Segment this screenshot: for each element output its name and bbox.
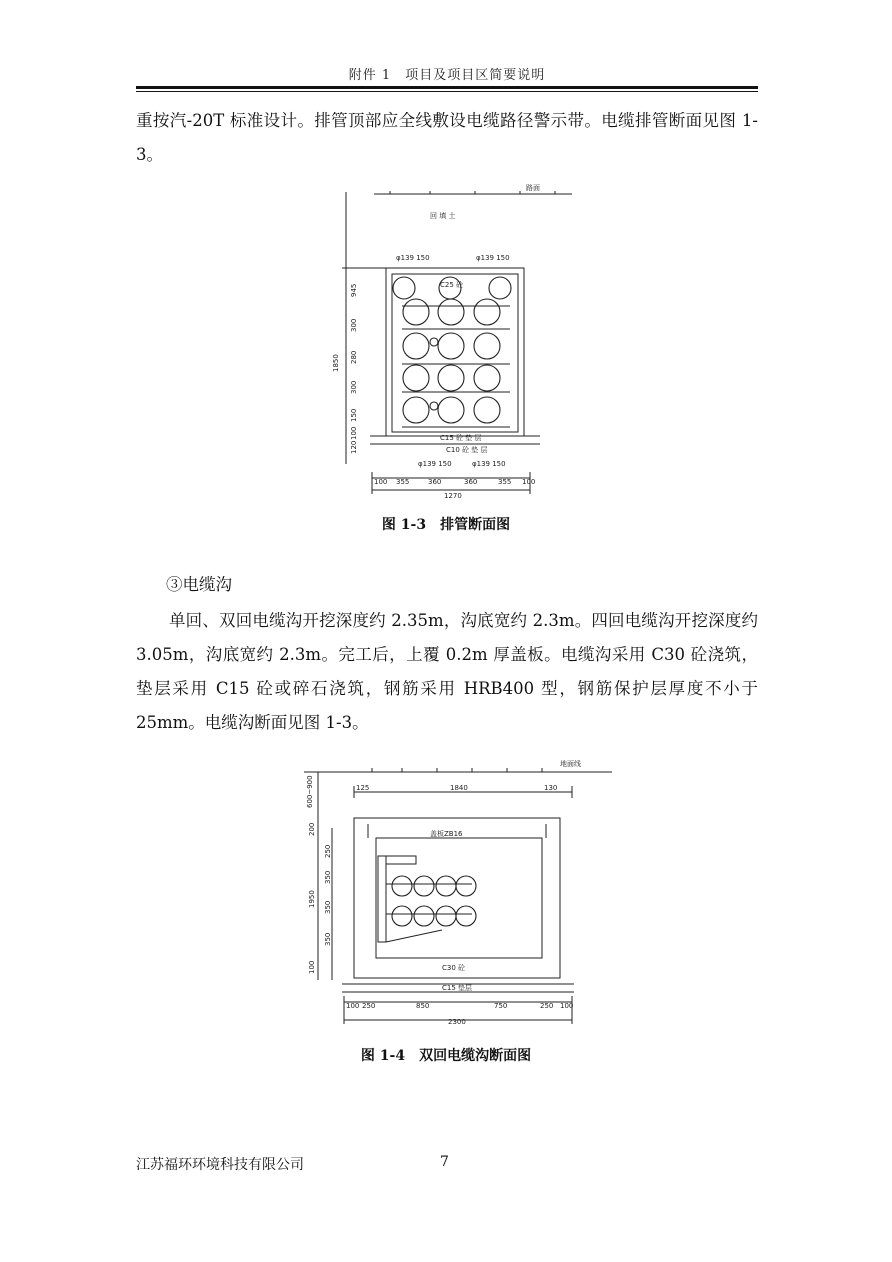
fig2-dim-top-3: 130 xyxy=(544,784,558,792)
figure-pipe-section xyxy=(330,182,580,504)
fig1-cushion-label: C15 砼 垫 层 xyxy=(440,434,482,442)
paragraph-1: 重按汽-20T 标准设计。排管顶部应全线敷设电缆路径警示带。电缆排管断面见图 1-3。 xyxy=(136,111,758,164)
fig2-dim-bottom-2: 250 xyxy=(362,1002,376,1010)
fig2-dim-bottom-6: 100 xyxy=(560,1002,574,1010)
fig1-pipe-label-4: φ139 150 xyxy=(472,460,506,468)
fig2-dim-bottom-4: 750 xyxy=(494,1002,508,1010)
fig2-dim-left-1: 600~900 xyxy=(306,775,314,808)
fig1-width-total: 1270 xyxy=(444,492,462,500)
fig2-dim-bottom-5: 250 xyxy=(540,1002,554,1010)
page-header: 附件 1 项目及项目区简要说明 xyxy=(348,68,546,83)
paragraph-2: 单回、双回电缆沟开挖深度约 2.35m，沟底宽约 2.3m。四回电缆沟开挖深度约 3.05m，沟底宽约 2.3m。完工后，上覆 0.2m 厚盖板。电缆沟采用 C30 砼浇筑，垫层采用 C15 砼或碎石浇筑，钢筋采用 HRB400 型，钢筋保护层厚度不小于 25mm。电缆沟断面见图 1-3。 xyxy=(136,611,758,732)
fig2-cushion-label: C15 垫层 xyxy=(442,984,473,992)
figure1-caption: 图 1-3 排管断面图 xyxy=(381,517,511,533)
fig2-dim-left-6: 350 xyxy=(324,932,332,946)
fig1-dim-bottom-1: 100 xyxy=(374,478,388,486)
fig1-pipe-label-2: φ139 150 xyxy=(476,254,510,262)
fig1-pipe-label-1: φ139 150 xyxy=(396,254,430,262)
fig1-backfill-label: 回 填 土 xyxy=(430,212,456,220)
fig1-dim-left-2: 300 xyxy=(350,318,358,332)
header-rule-thick xyxy=(136,86,758,89)
fig1-bottom-label: C10 砼 垫 层 xyxy=(446,446,488,454)
figure2-caption: 图 1-4 双回电缆沟断面图 xyxy=(360,1048,532,1064)
fig1-dim-left-6: 100 xyxy=(350,426,358,440)
fig2-dim-left-4: 350 xyxy=(324,870,332,884)
fig2-dim-top-2: 1840 xyxy=(450,784,468,792)
fig2-dim-left-7: 100 xyxy=(308,960,316,974)
fig1-height-total: 1850 xyxy=(332,354,340,372)
footer-company: 江苏福环环境科技有限公司 xyxy=(136,1157,304,1173)
fig2-dim-bottom-1: 100 xyxy=(346,1002,360,1010)
fig2-dim-left-5: 350 xyxy=(324,900,332,914)
fig1-dim-left-3: 280 xyxy=(350,350,358,364)
fig2-ground-label: 地面线 xyxy=(560,760,581,768)
fig1-road-label: 路面 xyxy=(526,184,540,192)
fig1-dim-left-4: 300 xyxy=(350,380,358,394)
fig2-cover-label: 盖板ZB16 xyxy=(430,830,463,838)
footer-page-number: 7 xyxy=(440,1154,449,1170)
fig1-dim-left-1: 945 xyxy=(350,283,358,297)
fig2-dim-left-2: 200 xyxy=(308,822,316,836)
fig1-concrete-label: C25 砼 xyxy=(440,281,464,289)
fig1-dim-bottom-5: 355 xyxy=(498,478,512,486)
fig1-dim-bottom-2: 355 xyxy=(396,478,410,486)
figure-cable-trench-section xyxy=(302,758,616,1030)
section-title: ③电缆沟 xyxy=(166,575,232,594)
fig1-dim-bottom-3: 360 xyxy=(428,478,442,486)
fig2-dim-top-1: 125 xyxy=(356,784,370,792)
fig2-height-total: 1950 xyxy=(308,890,316,908)
header-rule-thin xyxy=(136,91,758,92)
fig2-dim-bottom-3: 850 xyxy=(416,1002,430,1010)
fig1-dim-bottom-4: 360 xyxy=(464,478,478,486)
fig1-dim-bottom-6: 100 xyxy=(522,478,536,486)
fig2-concrete-label: C30 砼 xyxy=(442,964,466,972)
fig1-pipe-label-3: φ139 150 xyxy=(418,460,452,468)
fig2-dim-left-3: 250 xyxy=(324,844,332,858)
fig1-dim-left-7: 120 xyxy=(350,440,358,454)
fig1-dim-left-5: 150 xyxy=(350,408,358,422)
fig2-width-total: 2300 xyxy=(448,1018,466,1026)
